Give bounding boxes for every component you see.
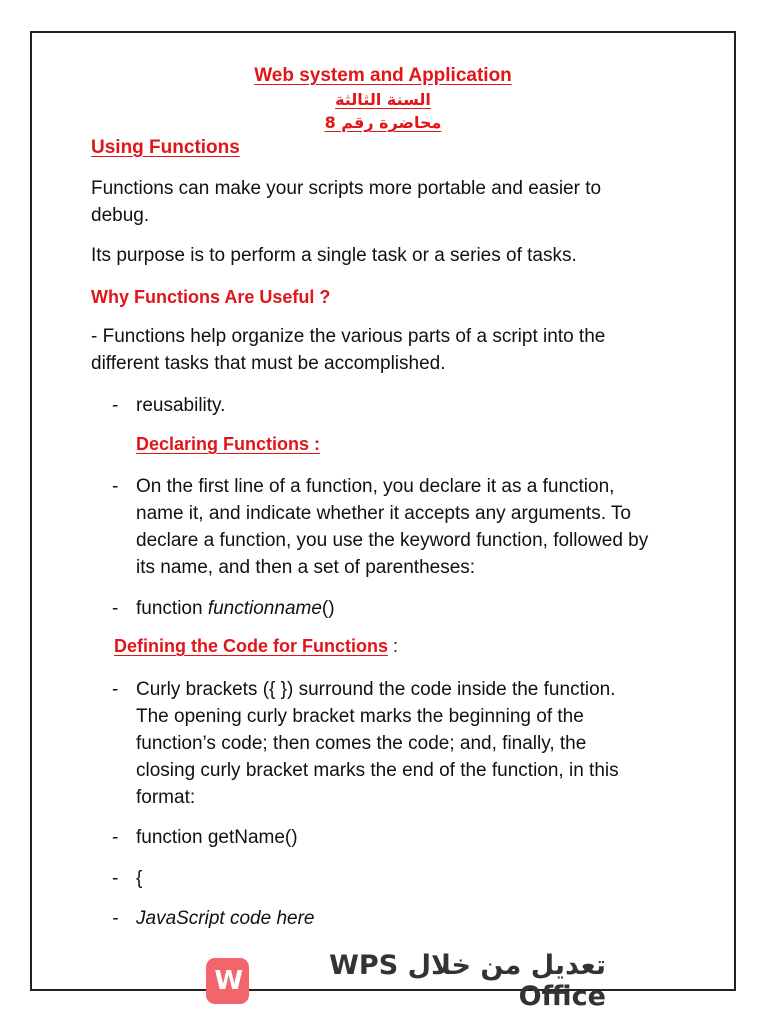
paragraph-line: - Functions help organize the various parts of a script into the: [91, 326, 606, 347]
bullet-dash: -: [112, 868, 119, 889]
wps-watermark: [206, 950, 606, 1012]
bullet-dash: -: [112, 827, 119, 848]
section-heading-defining: [114, 636, 398, 657]
paragraph-line: debug.: [91, 205, 150, 226]
bullet-text-line: Curly brackets ({ }) surround the code inside the function.: [136, 679, 616, 700]
bullet-dash: -: [112, 395, 119, 416]
section-heading-why-useful: Why Functions Are Useful ?: [91, 287, 331, 307]
year-label: السنة الثالثة: [335, 90, 431, 109]
section-heading-declaring: Declaring Functions :: [136, 434, 321, 454]
document-page: [30, 31, 736, 991]
bullet-text-line: name it, and indicate whether it accepts any arguments. To: [136, 503, 631, 524]
wps-logo-icon: W: [206, 958, 249, 1004]
bullet-text-line: The opening curly bracket marks the beginning of the: [136, 706, 584, 727]
bullet-text-line: its name, and then a set of parentheses:: [136, 557, 476, 578]
section-heading-using-functions: Using Functions: [91, 137, 240, 158]
course-title: Web system and Application: [254, 65, 512, 86]
bullet-text: function getName(): [136, 827, 298, 848]
bullet-text: reusability.: [136, 395, 226, 416]
defining-heading-text: Defining the Code for Functions: [114, 636, 388, 656]
bullet-text-line: closing curly bracket marks the end of the function, in this: [136, 760, 619, 781]
bullet-text: JavaScript code here: [136, 908, 315, 929]
bullet-function-signature: [136, 595, 335, 622]
bullet-text-line: On the first line of a function, you declare it as a function,: [136, 476, 615, 497]
defining-heading-colon: :: [387, 636, 398, 656]
paragraph-line: different tasks that must be accomplished.: [91, 353, 446, 374]
bullet-dash: -: [112, 908, 119, 929]
paragraph-line: Functions can make your scripts more portable and easier to: [91, 178, 602, 199]
bullet-text-line: declare a function, you use the keyword function, followed by: [136, 530, 649, 551]
wps-watermark-text: تعديل من خلال WPS Office: [329, 950, 606, 1012]
bullet-dash: -: [112, 476, 119, 497]
bullet-dash: -: [112, 598, 119, 619]
bullet-dash: -: [112, 679, 119, 700]
keyword-text: function: [136, 598, 208, 619]
parentheses-text: (): [321, 598, 335, 619]
bullet-text-line: format:: [136, 787, 196, 808]
lecture-label: محاضرة رقم 8: [324, 113, 442, 132]
paragraph-line: Its purpose is to perform a single task or a series of tasks.: [91, 245, 577, 266]
function-name-text: functionname: [207, 598, 322, 619]
bullet-text-line: function’s code; then comes the code; and, finally, the: [136, 733, 587, 754]
bullet-text: {: [136, 868, 143, 889]
